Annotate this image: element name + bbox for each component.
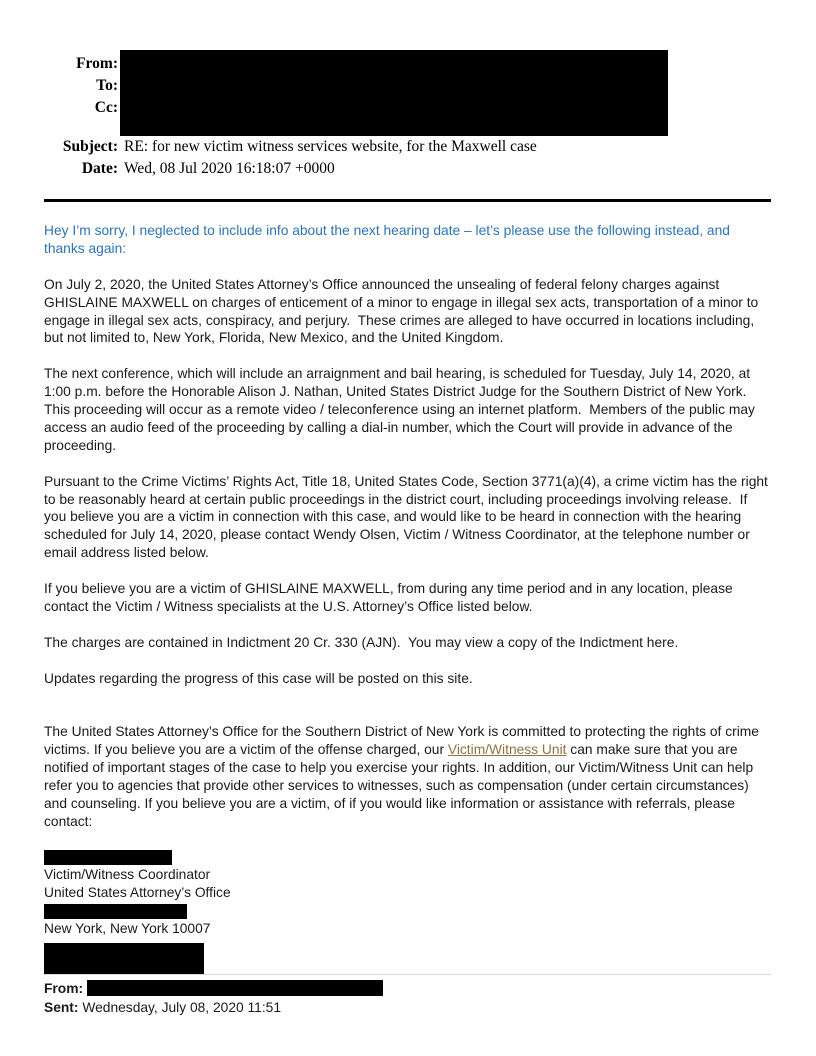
email-body [44,199,771,974]
paragraph-charges: On July 2, 2020, the United States Attorney’s Office announced the unsealing of federal felony charges against GHISLAINE MAXWELL on charges of enticement of a minor to engage in illegal sex acts, transportation of a minor to engage in illegal sex acts, conspiracy, and perjury. These crimes are alleged to have occurred in locations including, but not limited to, New York, Florida, New Mexico, and the United Kingdom. [44,276,763,346]
greeting-text: Hey I’m sorry, I neglected to include info about the next hearing date – let’s please use the following instead, and thanks again: [44,223,734,256]
signature-block [44,849,771,975]
signature-office: United States Attorney’s Office [44,885,231,901]
footer-from-redaction [87,980,383,996]
footer-from-line [44,980,771,999]
footer-sent-line [44,999,771,1018]
paragraph-crime-victims-act: Pursuant to the Crime Victims’ Rights Act, Title 18, United States Code, Section 3771(a)(4), a crime victim has the right to be reasonably heard at certain public proceedings in the district court, including proceedings involving release. If you believe you are a victim in connection with this case, and would like to be heard in connection with the hearing scheduled for July 14, 2020, please contact Wendy Olsen, Victim / Witness Coordinator, at the telephone number or email address listed below. [44,473,772,561]
signature-address-redaction [44,904,187,919]
date-value: Wed, 08 Jul 2020 16:18:07 +0000 [124,160,335,177]
footer-from-label: From: [44,981,84,996]
date-label: Date: [81,160,118,177]
signature-city: New York, New York 10007 [44,921,211,937]
subject-label: Subject: [62,138,118,155]
victim-witness-unit-link[interactable]: Victim/Witness Unit [447,742,567,758]
to-label: To: [96,77,118,94]
closing-post-text: can make sure that you are notified of important stages of the case to help you exercise your rights. In addition, our Victim/Witness Unit can help refer you to agencies that provide other services to witnesses, such as compensation (under certain circumstances) and counseling. If you believe you are a victim, of if you would like information or assistance with referrals, please contact: [44,742,757,829]
paragraph-conference: The next conference, which will include an arraignment and bail hearing, is scheduled for Tuesday, July 14, 2020, at 1:00 p.m. before the Honorable Alison J. Nathan, United States District Judge for the Southern District of New York. This proceeding will occur as a remote video / teleconference using an internet platform. Members of the public may access an audio feed of the proceeding by calling a dial-in number, which the Court will provide in advance of the proceeding. [44,366,759,453]
header-divider [44,199,771,202]
cc-label: Cc: [94,99,118,116]
paragraph-victim-contact: If you believe you are a victim of GHISLAINE MAXWELL, from during any time period and in any location, please contact the Victim / Witness specialists at the U.S. Attorney’s Office listed below. [44,581,737,614]
subject-value: RE: for new victim witness services website, for the Maxwell case [124,138,537,155]
signature-title: Victim/Witness Coordinator [44,867,211,883]
from-label: From: [76,55,118,72]
footer-sent-value: Wednesday, July 08, 2020 11:51 [82,999,282,1015]
blank-line [44,705,771,723]
paragraph-indictment: The charges are contained in Indictment 20 Cr. 330 (AJN). You may view a copy of the Indictment here. [44,634,679,650]
footer-divider [44,974,771,975]
paragraph-updates: Updates regarding the progress of this case will be posted on this site. [44,670,473,686]
signature-name-redaction [44,850,172,865]
paragraph-victim-witness-unit [44,723,771,830]
footer-sent-label: Sent: [44,999,79,1015]
quoted-message-header [44,974,771,1017]
signature-contact-redaction [44,943,204,974]
closing-pre-text: The United States Attorney’s Office for the Southern District of New York is committed to protecting the rights of crime victims. If you believe you are a victim of the offense charged, our [44,724,763,758]
recipients-redaction [120,50,668,136]
